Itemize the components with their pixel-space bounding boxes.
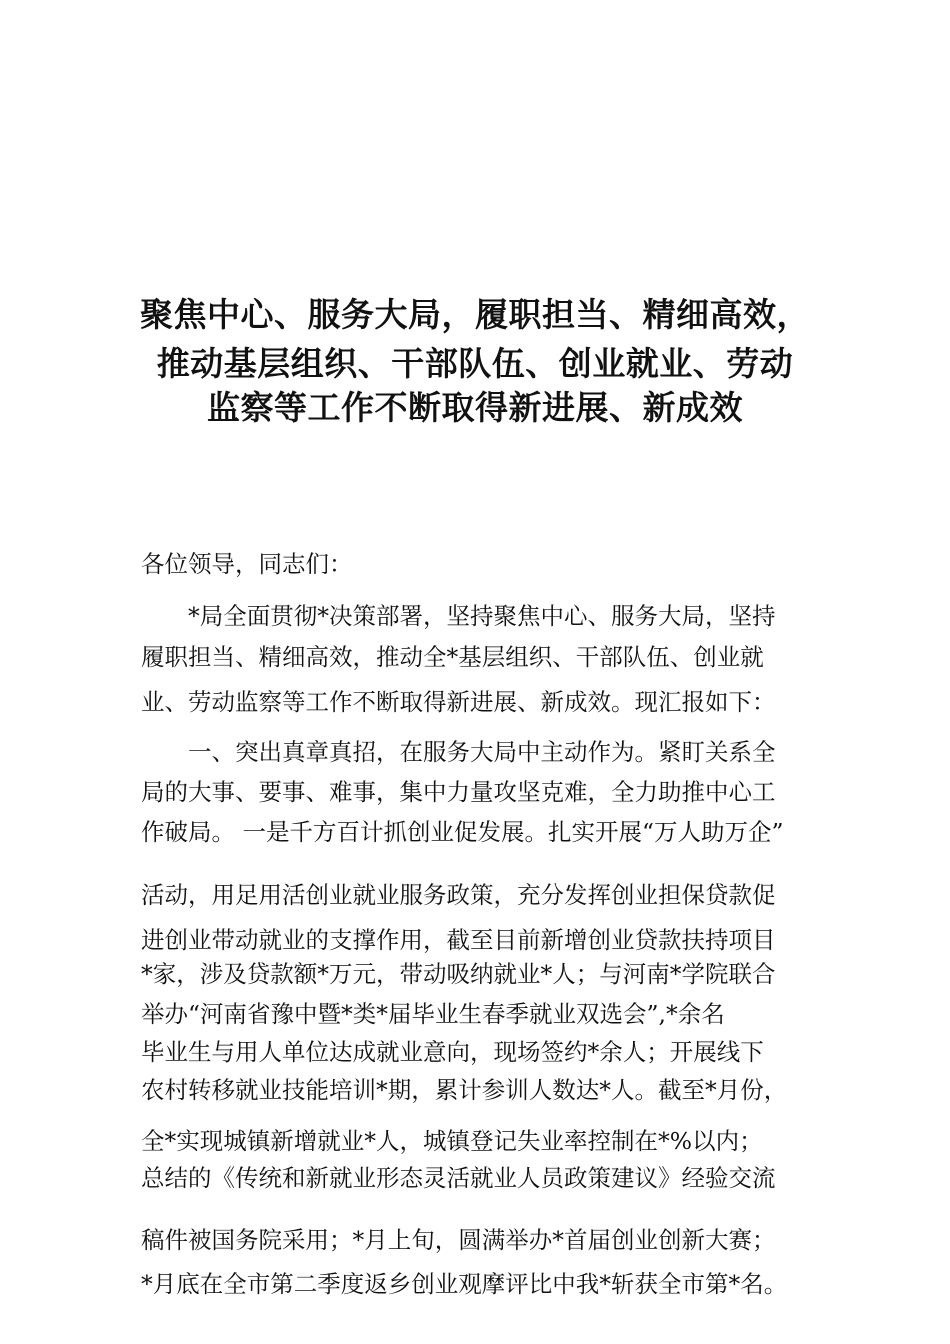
- paragraph-line: 一、突出真章真招，在服务大局中主动作为。紧盯关系全: [188, 738, 776, 766]
- paragraph-line: 毕业生与用人单位达成就业意向，现场签约*余人；开展线下: [141, 1038, 764, 1066]
- paragraph-line: 作破局。 一是千方百计抓创业促发展。扎实开展“万人助万企”: [141, 818, 784, 846]
- title-line-3: 监察等工作不断取得新进展、新成效: [207, 388, 743, 427]
- paragraph-line: 稿件被国务院采用；*月上旬，圆满举办*首届创业创新大赛；: [141, 1226, 776, 1254]
- paragraph-line: 进创业带动就业的支撑作用，截至目前新增创业贷款扶持项目: [141, 926, 776, 954]
- paragraph-line: 业、劳动监察等工作不断取得新进展、新成效。现汇报如下：: [141, 688, 776, 716]
- paragraph-line: 活动，用足用活创业就业服务政策，充分发挥创业担保贷款促: [141, 881, 776, 909]
- paragraph-line: 农村转移就业技能培训*期，累计参训人数达*人。截至*月份，: [141, 1076, 788, 1104]
- title-line-2: 推动基层组织、干部队伍、创业就业、劳动: [156, 344, 794, 383]
- greeting: 各位领导，同志们：: [141, 550, 353, 578]
- paragraph-line: 总结的《传统和新就业形态灵活就业人员政策建议》经验交流: [141, 1164, 776, 1192]
- paragraph-line: 全*实现城镇新增就业*人，城镇登记失业率控制在*%以内；: [141, 1127, 763, 1155]
- title-line-1: 聚焦中心、服务大局，履职担当、精细高效，: [140, 295, 810, 334]
- paragraph-line: 局的大事、要事、难事，集中力量攻坚克难，全力助推中心工: [141, 778, 776, 806]
- paragraph-line: *家，涉及贷款额*万元，带动吸纳就业*人；与河南*学院联合: [141, 960, 776, 988]
- paragraph-line: 履职担当、精细高效，推动全*基层组织、干部队伍、创业就: [141, 643, 764, 671]
- paragraph-line: 举办“河南省豫中暨*类*届毕业生春季就业双选会”,*余名: [141, 1000, 725, 1028]
- paragraph-line: *月底在全市第二季度返乡创业观摩评比中我*斩获全市第*名。: [141, 1270, 788, 1298]
- paragraph-line: *局全面贯彻*决策部署，坚持聚焦中心、服务大局，坚持: [188, 602, 776, 630]
